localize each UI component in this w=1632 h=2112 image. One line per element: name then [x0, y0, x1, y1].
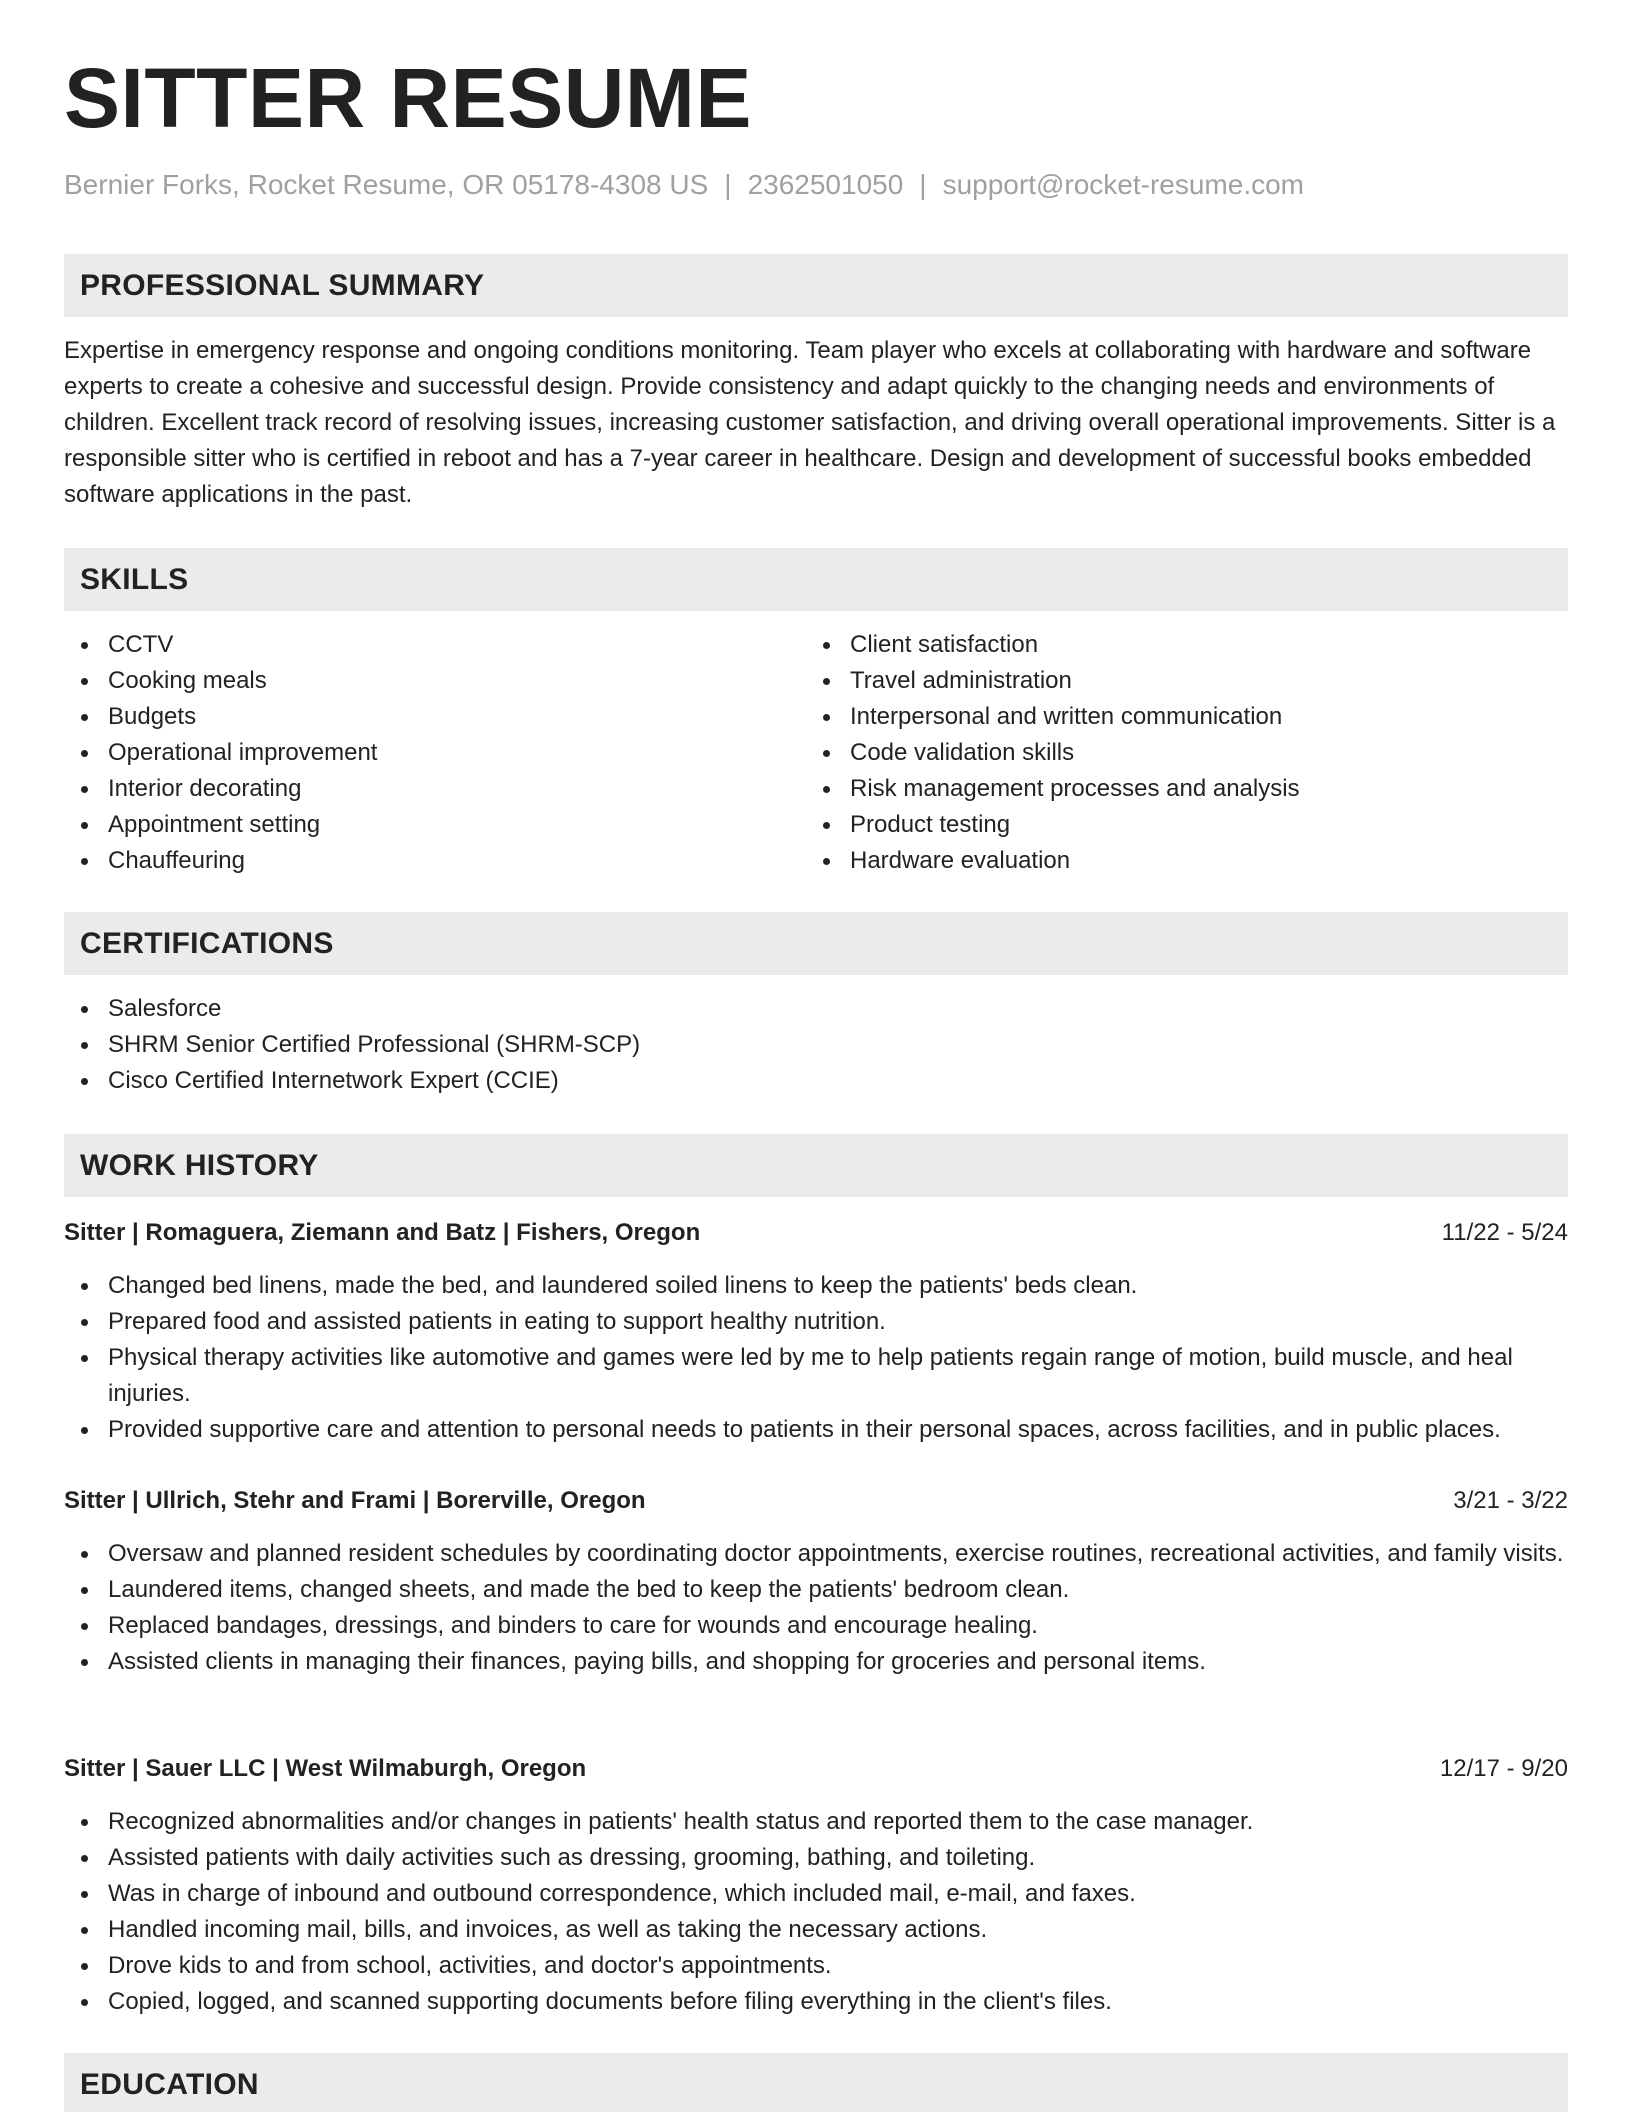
skill-item: CCTV [64, 627, 804, 663]
skill-item: Client satisfaction [806, 627, 1546, 663]
job-bullet: Assisted patients with daily activities such as dressing, grooming, bathing, and toileting. [64, 1840, 1568, 1876]
skill-item: Risk management processes and analysis [806, 771, 1546, 807]
job-header [64, 1215, 1568, 1251]
job-bullet: Provided supportive care and attention to personal needs to patients in their personal spaces, across facilities, and in public places. [64, 1412, 1568, 1448]
certification-item: Salesforce [64, 991, 1568, 1027]
contact-address: Bernier Forks, Rocket Resume, OR 05178-4308 US [64, 169, 709, 200]
job-bullet: Oversaw and planned resident schedules by coordinating doctor appointments, exercise routines, recreational activities, and family visits. [64, 1536, 1568, 1572]
skill-item: Product testing [806, 807, 1546, 843]
job-bullet: Was in charge of inbound and outbound correspondence, which included mail, e-mail, and faxes. [64, 1876, 1568, 1912]
skills-list-left [64, 627, 804, 879]
work-section-title: WORK HISTORY [80, 1149, 319, 1182]
certification-item: Cisco Certified Internetwork Expert (CCIE) [64, 1063, 1568, 1099]
skill-item: Travel administration [806, 663, 1546, 699]
certifications-section-title: CERTIFICATIONS [80, 927, 334, 960]
job-bullet: Recognized abnormalities and/or changes in patients' health status and reported them to the case manager. [64, 1804, 1568, 1840]
job-bullet: Handled incoming mail, bills, and invoices, as well as taking the necessary actions. [64, 1912, 1568, 1948]
skills-list-right [806, 627, 1546, 879]
skill-item: Interior decorating [64, 771, 804, 807]
education-section-title: EDUCATION [80, 2068, 259, 2101]
skills-section-header [64, 548, 1568, 611]
job-dates: 11/22 - 5/24 [1441, 1219, 1568, 1246]
certification-item: SHRM Senior Certified Professional (SHRM-SCP) [64, 1027, 1568, 1063]
job-bullets [64, 1536, 1568, 1680]
skill-item: Budgets [64, 699, 804, 735]
skill-item: Operational improvement [64, 735, 804, 771]
summary-text: Expertise in emergency response and ongoing conditions monitoring. Team player who excels at collaborating with hardware and software experts to create a cohesive and successful design. Provide consistency and adapt quickly to the changing needs and environments of children. Excellent track record of resolving issues, increasing customer satisfaction, and driving overall operational improvements. Sitter is a responsible sitter who is certified in reboot and has a 7-year career in healthcare. Design and development of successful books embedded software applications in the past. [64, 337, 1556, 508]
contact-line [64, 168, 1304, 202]
job-dates: 12/17 - 9/20 [1439, 1755, 1568, 1782]
job-bullets [64, 1804, 1568, 2020]
education-section-header [64, 2053, 1568, 2112]
job-dates: 3/21 - 3/22 [1453, 1487, 1568, 1514]
skill-item: Hardware evaluation [806, 843, 1546, 879]
job-bullet: Laundered items, changed sheets, and made the bed to keep the patients' bedroom clean. [64, 1572, 1568, 1608]
summary-section-header [64, 254, 1568, 317]
job-bullet: Replaced bandages, dressings, and binders to care for wounds and encourage healing. [64, 1608, 1568, 1644]
contact-separator: | [919, 169, 927, 200]
summary-section-title: PROFESSIONAL SUMMARY [80, 269, 485, 302]
skill-item: Interpersonal and written communication [806, 699, 1546, 735]
job-bullet: Changed bed linens, made the bed, and laundered soiled linens to keep the patients' beds clean. [64, 1268, 1568, 1304]
job-bullet: Physical therapy activities like automotive and games were led by me to help patients regain range of motion, build muscle, and heal injuries. [64, 1340, 1568, 1412]
job-bullet: Copied, logged, and scanned supporting documents before filing everything in the client's files. [64, 1984, 1568, 2020]
certifications-list [64, 991, 1568, 1099]
job-header [64, 1751, 1568, 1787]
contact-separator: | [724, 169, 732, 200]
job-bullet: Prepared food and assisted patients in eating to support healthy nutrition. [64, 1304, 1568, 1340]
job-bullets [64, 1268, 1568, 1448]
skill-item: Appointment setting [64, 807, 804, 843]
job-header [64, 1483, 1568, 1519]
job-bullet: Drove kids to and from school, activities, and doctor's appointments. [64, 1948, 1568, 1984]
contact-phone: 2362501050 [747, 169, 904, 200]
skills-section-title: SKILLS [80, 563, 189, 596]
job-bullet: Assisted clients in managing their finances, paying bills, and shopping for groceries and personal items. [64, 1644, 1568, 1680]
resume-title: SITTER RESUME [64, 51, 752, 145]
skill-item: Chauffeuring [64, 843, 804, 879]
certifications-section-header [64, 912, 1568, 975]
skill-item: Cooking meals [64, 663, 804, 699]
job-heading: Sitter | Ullrich, Stehr and Frami | Borerville, Oregon [64, 1487, 646, 1514]
contact-email: support@rocket-resume.com [942, 169, 1305, 200]
job-heading: Sitter | Sauer LLC | West Wilmaburgh, Oregon [64, 1755, 587, 1782]
job-heading: Sitter | Romaguera, Ziemann and Batz | Fishers, Oregon [64, 1219, 701, 1246]
skill-item: Code validation skills [806, 735, 1546, 771]
work-section-header [64, 1134, 1568, 1197]
